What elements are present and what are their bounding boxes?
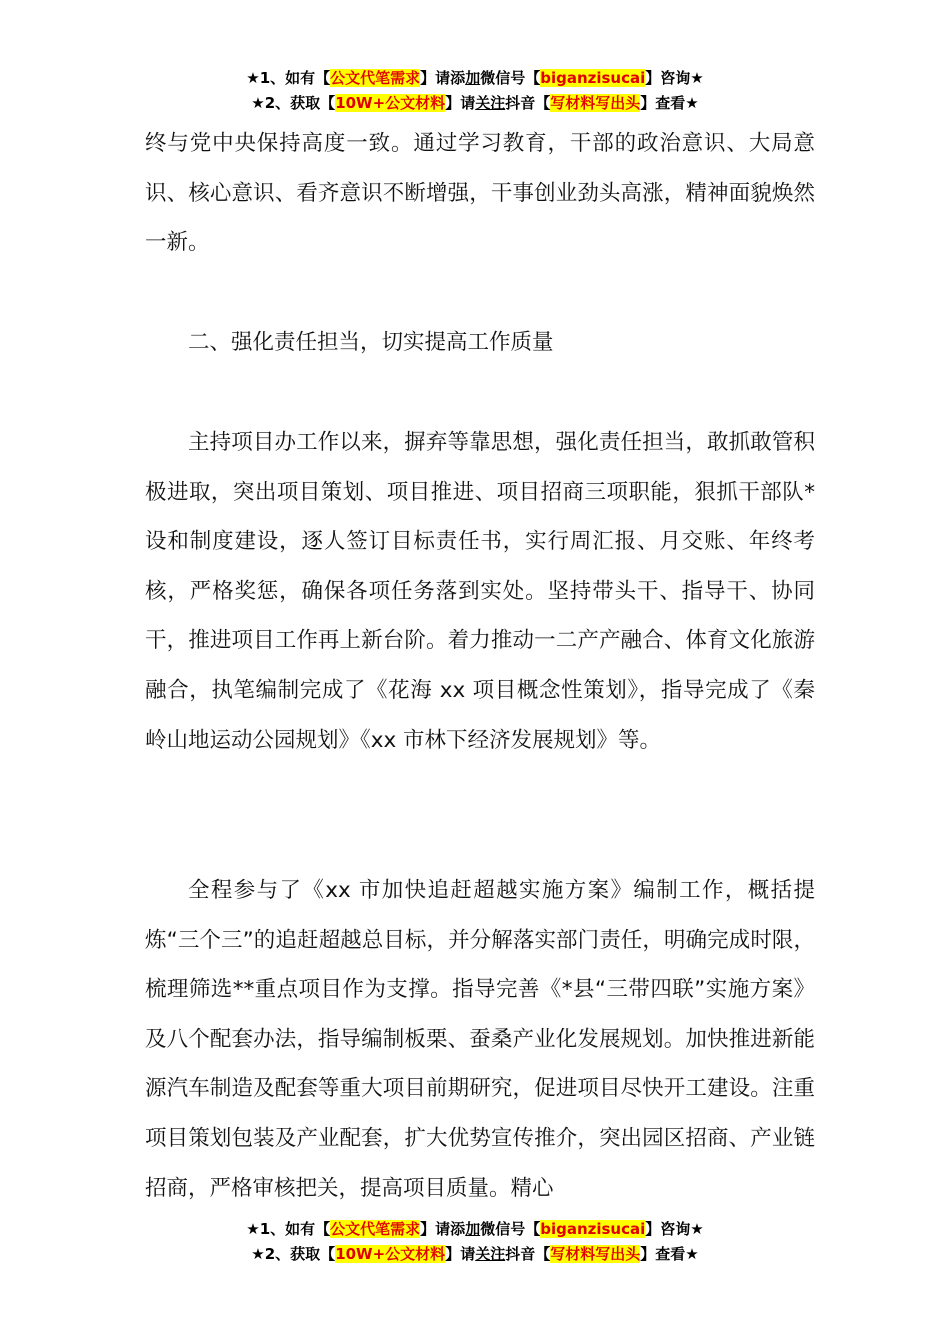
paragraph-continued: 终与党中央保持高度一致。通过学习教育，干部的政治意识、大局意识、核心意识、看齐意识不断增强，干事创业劲头高涨，精神面貌焕然一新。 xyxy=(145,131,815,256)
banner-wechat-id: biganzisucai xyxy=(540,69,646,87)
footer-banner xyxy=(0,1217,950,1267)
banner-highlight: 公文代笔需求 xyxy=(330,1220,421,1238)
section-heading: 二、强化责任担当，切实提高工作质量 xyxy=(188,330,554,355)
banner-text: ★1、如有【 xyxy=(246,1220,331,1238)
banner-text: 抖音【 xyxy=(505,1245,551,1263)
banner-highlight: 公文代笔需求 xyxy=(330,69,421,87)
banner-douyin-id: 写材料写出头 xyxy=(550,1245,641,1263)
banner-text: 】咨询★ xyxy=(645,69,704,87)
banner-text: 】查看★ xyxy=(640,94,699,112)
banner-wechat-id: biganzisucai xyxy=(540,1220,646,1238)
banner-line-1 xyxy=(0,1217,950,1242)
banner-text: 】请添 xyxy=(420,1220,466,1238)
banner-text: ★2、获取【 xyxy=(251,94,336,112)
banner-underlined-text: 关注 xyxy=(475,1245,506,1263)
banner-highlight: 10W+公文材料 xyxy=(335,1245,446,1263)
banner-text: 】请添 xyxy=(420,69,466,87)
banner-text: ★1、如有【 xyxy=(246,69,331,87)
banner-text: 】请 xyxy=(445,1245,476,1263)
banner-text: 】请 xyxy=(445,94,476,112)
banner-line-1 xyxy=(0,66,950,91)
header-banner xyxy=(0,66,950,116)
banner-text: 微信号【 xyxy=(480,1220,541,1238)
banner-text: ★2、获取【 xyxy=(251,1245,336,1263)
banner-underlined-text: 加 xyxy=(465,69,481,87)
paragraph: 全程参与了《xx 市加快追赶超越实施方案》编制工作，概括提炼“三个三”的追赶超越总目标，并分解落实部门责任，明确完成时限，梳理筛选**重点项目作为支撑。指导完善《*县“三带四联”实施方案》及八个配套办法，指导编制板栗、蚕桑产业化发展规划。加快推进新能源汽车制造及配套等重大项目前期研究，促进项目尽快开工建设。注重项目策划包装及产业配套，扩大优势宣传推介，突出园区招商、产业链招商，严格审核把关，提高项目质量。精心 xyxy=(145,878,815,1201)
banner-text: 微信号【 xyxy=(480,69,541,87)
banner-underlined-text: 加 xyxy=(465,1220,481,1238)
banner-text: 】咨询★ xyxy=(645,1220,704,1238)
banner-line-2 xyxy=(0,91,950,116)
paragraph: 主持项目办工作以来，摒弃等靠思想，强化责任担当，敢抓敢管积极进取，突出项目策划、项目推进、项目招商三项职能，狠抓干部队*设和制度建设，逐人签订目标责任书，实行周汇报、月交账、年终考核，严格奖惩，确保各项任务落到实处。坚持带头干、指导干、协同干，推进项目工作再上新台阶。着力推动一二产产融合、体育文化旅游融合，执笔编制完成了《花海 xx 项目概念性策划》，指导完成了《秦岭山地运动公园规划》《xx 市林下经济发展规划》等。 xyxy=(145,430,815,753)
banner-text: 】查看★ xyxy=(640,1245,699,1263)
banner-highlight: 10W+公文材料 xyxy=(335,94,446,112)
banner-underlined-text: 关注 xyxy=(475,94,506,112)
banner-line-2 xyxy=(0,1242,950,1267)
banner-douyin-id: 写材料写出头 xyxy=(550,94,641,112)
banner-text: 抖音【 xyxy=(505,94,551,112)
